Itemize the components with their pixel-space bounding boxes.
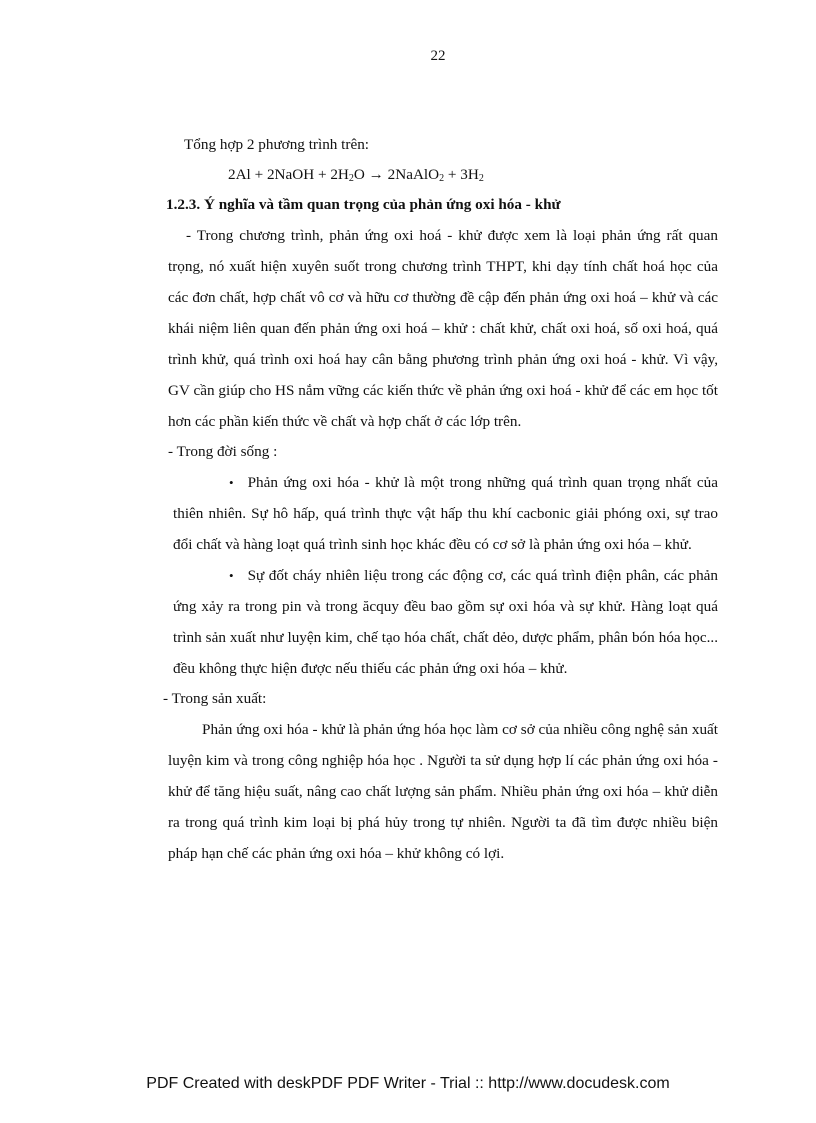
pdf-watermark-footer: PDF Created with deskPDF PDF Writer - Trial :: http://www.docudesk.com [146,1075,670,1092]
equation-part: + 3H [444,166,479,183]
bullet-text: Phản ứng oxi hóa - khử là một trong những quá trình quan trọng nhất của thiên nhiên. Sự hô hấp, quá trình thực vật hấp thu khí cacbonic giải phóng oxi, sự trao đổi chất và hàng loạt quá trình sinh học khác đều có cơ sở là phản ứng oxi hóa – khử. [173,474,718,553]
bullet-item [168,560,718,684]
chemical-equation [168,160,718,190]
page-body [163,130,718,869]
production-label: - Trong sản xuất: [163,690,267,707]
page-number: 22 [430,48,446,64]
equation-subscript: 2 [439,173,445,184]
intro-line: Tổng hợp 2 phương trình trên: [184,136,370,153]
life-label: - Trong đời sống : [168,443,278,460]
paragraph-production: Phản ứng oxi hóa - khử là phản ứng hóa học làm cơ sở của nhiều công nghệ sản xuất luyện kim và trong công nghiệp hóa học . Người ta sử dụng hợp lí các phản ứng oxi hóa - khử để tăng hiệu suất, nâng cao chất lượng sản phẩm. Nhiều phản ứng oxi hóa – khử diễn ra trong quá trình kim loại bị phá hủy trong tự nhiên. Người ta đã tìm được nhiều biện pháp hạn chế các phản ứng oxi hóa – khử không có lợi. [168,721,718,862]
equation-part: 2Al + 2NaOH + 2H [228,166,349,183]
section-heading: 1.2.3. Ý nghĩa và tầm quan trọng của phản ứng oxi hóa - khử [166,196,561,213]
bullet-item [168,467,718,560]
equation-subscript: 2 [348,173,354,184]
equation-part: O → 2NaAlO [353,166,440,183]
bullet-icon: • [229,568,234,583]
equation-subscript: 2 [478,173,484,184]
paragraph-program: - Trong chương trình, phản ứng oxi hoá - khử được xem là loại phản ứng rất quan trọng, nó xuất hiện xuyên suốt trong chương trình THPT, khi dạy tính chất hoá học của các đơn chất, hợp chất vô cơ và hữu cơ thường đề cập đến phản ứng oxi hoá – khử và các khái niệm liên quan đến phản ứng oxi hoá – khử : chất khử, chất oxi hoá, số oxi hoá, quá trình khử, quá trình oxi hoá hay cân bằng phương trình phản ứng oxi hoá - khử. Vì vậy, GV cần giúp cho HS nắm vững các kiến thức về phản ứng oxi hoá - khử để các em học tốt hơn các phần kiến thức về chất và hợp chất ở các lớp trên. [168,227,718,430]
bullet-icon: • [229,475,234,490]
bullet-text: Sự đốt cháy nhiên liệu trong các động cơ, các quá trình điện phân, các phản ứng xảy ra trong pin và trong ăcquy đều bao gồm sự oxi hóa và sự khử. Hàng loạt quá trình sản xuất như luyện kim, chế tạo hóa chất, chất dẻo, dược phẩm, phân bón hóa học... đều không thực hiện được nếu thiếu các phản ứng oxi hóa – khử. [173,567,718,677]
